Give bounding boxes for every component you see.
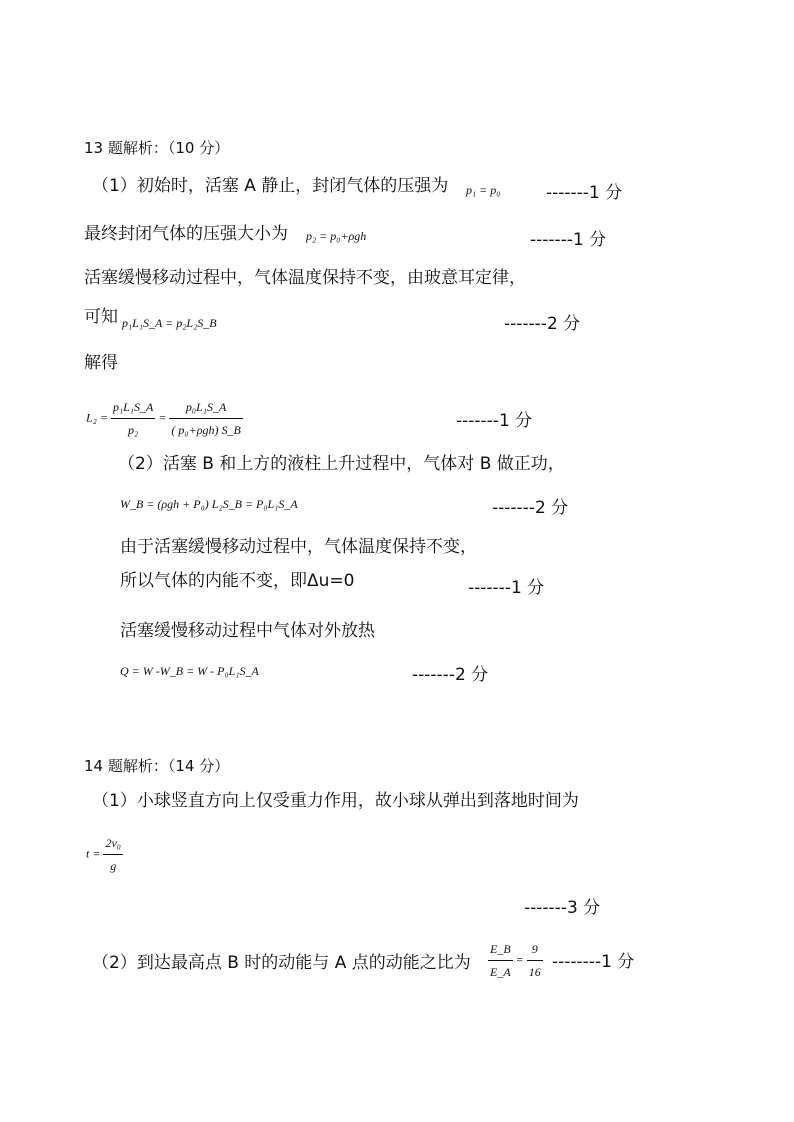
q13-boyle-formula: p₁L₁S_A = p₂L₂S_B: [122, 316, 217, 330]
q13-title: 13 题解析：（10 分）: [84, 139, 230, 157]
q14-time-num: 2v₀: [105, 836, 121, 850]
q13-L2-frac1-den: p₂: [111, 418, 155, 441]
q14-part2-text: （2）到达最高点 B 时的动能与 A 点的动能之比为: [92, 953, 471, 973]
q13-part2-text: （2）活塞 B 和上方的液柱上升过程中，气体对 B 做正功，: [118, 454, 565, 474]
q13-L2-frac2-num: p₀L₁S_A: [185, 400, 227, 414]
q13-part1-formula: p₁ = p₀: [466, 183, 501, 197]
q13-L2-frac2-den: ( p₀+ρgh) S_B: [169, 418, 242, 441]
q14-ratio-frac2-num: 9: [531, 942, 538, 956]
q13-solve-text: 解得: [84, 353, 118, 373]
q13-L2-fraction-2: [169, 396, 242, 441]
q13-L2-lhs: L₂ =: [86, 410, 108, 425]
q13-final-pressure-score: -------1 分: [530, 230, 607, 250]
q13-part1-text: （1）初始时，活塞 A 静止，封闭气体的压强为: [92, 176, 449, 196]
q14-time-fraction: [103, 832, 123, 877]
q14-time-lhs: t =: [86, 846, 101, 861]
q13-L2-equation: [86, 396, 243, 441]
q14-ratio-frac1-den: E_A: [488, 960, 513, 983]
q14-time-den: g: [103, 854, 123, 877]
q13-isothermal-text: 由于活塞缓慢移动过程中，气体温度保持不变，: [120, 537, 477, 557]
q14-time-equation: [86, 832, 123, 877]
q14-part1-text: （1）小球竖直方向上仅受重力作用，故小球从弹出到落地时间为: [92, 791, 579, 811]
q13-internal-energy-text: 所以气体的内能不变，即Δu=0: [120, 571, 355, 591]
q14-ratio-fraction-1: [488, 938, 513, 983]
q13-L2-score: -------1 分: [456, 411, 533, 431]
q14-ratio-eq: =: [515, 952, 524, 967]
q13-known-text: 可知: [84, 307, 118, 327]
q13-boyle-score: -------2 分: [504, 314, 581, 334]
q13-work-score: -------2 分: [492, 498, 569, 518]
q13-work-formula: W_B = (ρgh + P₀) L₂S_B = P₀L₁S_A: [120, 497, 298, 511]
q14-ratio-fraction-2: [527, 938, 543, 983]
q14-part1-score: -------3 分: [524, 898, 601, 918]
q13-final-pressure-text: 最终封闭气体的压强大小为: [84, 224, 288, 244]
q13-boyle-text: 活塞缓慢移动过程中，气体温度保持不变，由玻意耳定律，: [84, 268, 526, 288]
q13-L2-frac1-num: p₁L₁S_A: [112, 400, 154, 414]
q13-heat-score: -------2 分: [412, 665, 489, 685]
q13-internal-energy-score: -------1 分: [468, 578, 545, 598]
q13-L2-eq: =: [158, 410, 167, 425]
q13-part1-score: -------1 分: [546, 183, 623, 203]
q13-heat-text: 活塞缓慢移动过程中气体对外放热: [120, 621, 375, 641]
q13-L2-fraction-1: [111, 396, 155, 441]
q14-ratio-frac1-num: E_B: [490, 942, 511, 956]
q14-ratio-frac2-den: 16: [527, 960, 543, 983]
q13-heat-formula: Q = W -W_B = W - P₀L₁S_A: [120, 664, 259, 678]
q14-energy-ratio: [488, 938, 543, 983]
q14-part2-score: --------1 分: [552, 952, 635, 972]
q14-title: 14 题解析：（14 分）: [84, 757, 230, 775]
q13-final-pressure-formula: p₂ = p₀+ρgh: [306, 229, 367, 243]
